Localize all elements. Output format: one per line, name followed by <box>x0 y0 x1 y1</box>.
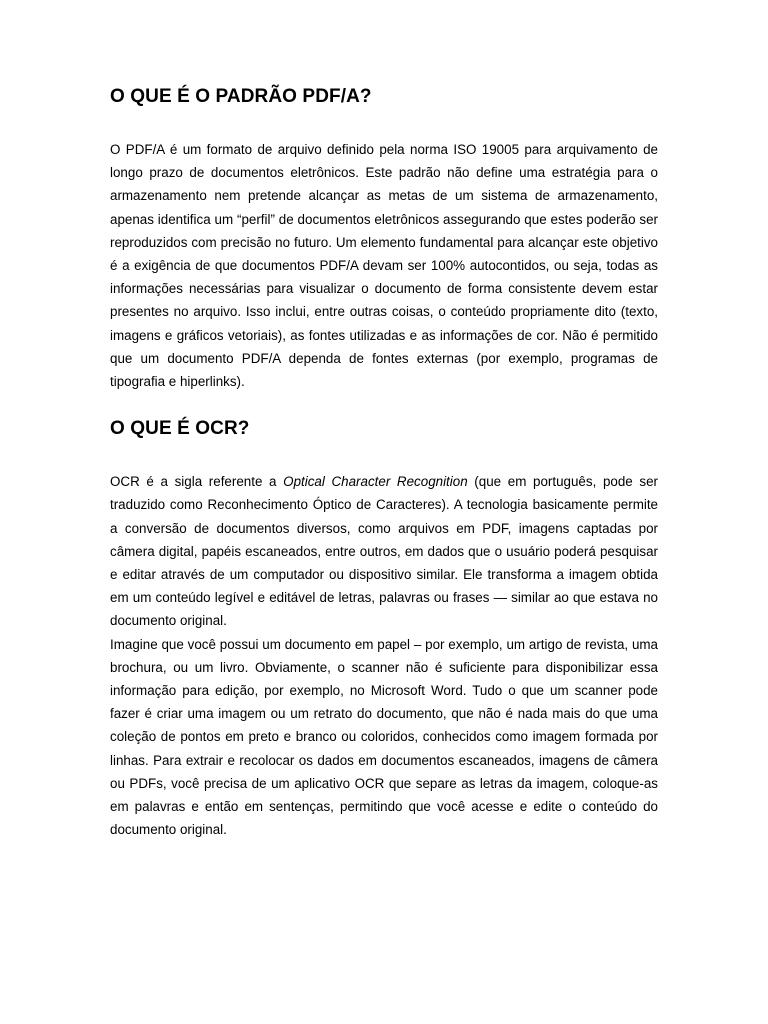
ocr-paragraph-start: OCR é a sigla referente a <box>110 474 284 490</box>
document-page <box>110 84 658 841</box>
ocr-paragraph-rest: (que em português, pode ser traduzido como Reconhecimento Óptico de Caracteres). A tecnologia basicamente permite a conversão de documentos diversos, como arquivos em PDF, imagens captadas por câmera digital, papéis escaneados, entre outros, em dados que o usuário poderá pesquisar e editar através de um computador ou dispositivo similar. Ele transforma a imagem obtida em um conteúdo legível e editável de letras, palavras ou frases — similar ao que estava no documento original. <box>110 474 658 629</box>
section-paragraph-ocr-2: Imagine que você possui um documento em papel – por exemplo, um artigo de revista, uma brochura, ou um livro. Obviamente, o scanner não é suficiente para disponibilizar essa informação para edição, por exemplo, no Microsoft Word. Tudo o que um scanner pode fazer é criar uma imagem ou um retrato do documento, que não é nada mais do que uma coleção de pontos em preto e branco ou coloridos, conhecidos como imagem formada por linhas. Para extrair e recolocar os dados em documentos escaneados, imagens de câmera ou PDFs, você precisa de um aplicativo OCR que separe as letras da imagem, coloque-as em palavras e então em sentenças, permitindo que você acesse e edite o conteúdo do documento original. <box>110 636 658 838</box>
ocr-paragraph-italic-term: Optical Character Recognition <box>283 474 468 490</box>
section-title-pdfa: O QUE É O PADRÃO PDF/A? <box>110 86 372 107</box>
section-paragraph-pdfa: O PDF/A é um formato de arquivo definido pela norma ISO 19005 para arquivamento de longo prazo de documentos eletrônicos. Este padrão não define uma estratégia para o armazenamento nem pretende alcançar as metas de um sistema de armazenamento, apenas identifica um “perfil” de documentos eletrônicos assegurando que estes poderão ser reproduzidos com precisão no futuro. Um elemento fundamental para alcançar este objetivo é a exigência de que documentos PDF/A devam ser 100% autocontidos, ou seja, todas as informações necessárias para visualizar o documento de forma consistente devem estar presentes no arquivo. Isso inclui, entre outras coisas, o conteúdo propriamente dito (texto, imagens e gráficos vetoriais), as fontes utilizadas e as informações de cor. Não é permitido que um documento PDF/A dependa de fontes externas (por exemplo, programas de tipografia e hiperlinks). <box>110 142 658 390</box>
section-title-ocr: O QUE É OCR? <box>110 418 250 440</box>
section-paragraph-ocr-1 <box>110 470 658 632</box>
